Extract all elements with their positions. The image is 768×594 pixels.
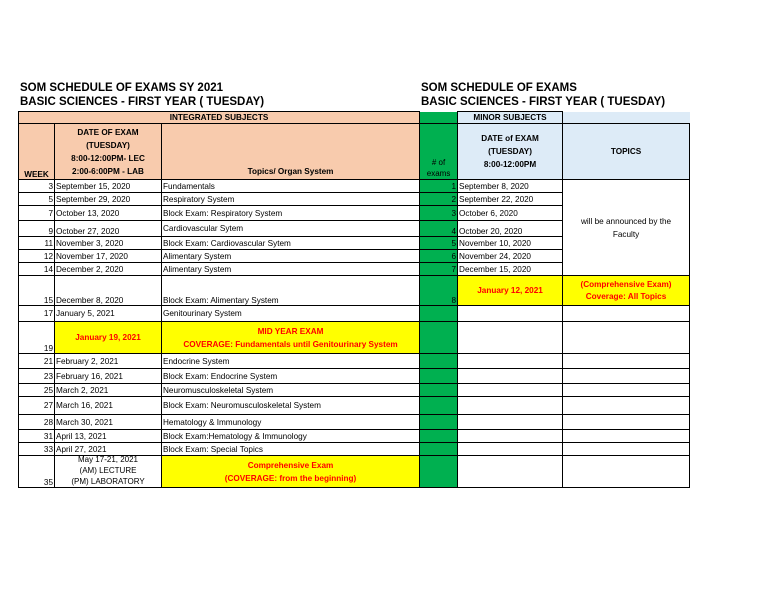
num-exams-header: # of exams	[420, 124, 458, 180]
left-title-line-1: SOM SCHEDULE OF EXAMS SY 2021	[20, 82, 224, 94]
table-row: 25 March 2, 2021 Neuromusculoskeletal System	[19, 384, 690, 397]
minor-comprehensive-topic: (Comprehensive Exam) Coverage: All Topics	[563, 276, 690, 306]
table-row: 15 December 8, 2020 Block Exam: Alimentary System 8 January 12, 2021 (Comprehensive Exam) Coverage: All Topics	[19, 276, 690, 306]
mid-year-date: January 19, 2021	[55, 322, 162, 354]
right-title-line-1: SOM SCHEDULE OF EXAMS	[421, 82, 577, 94]
left-title	[20, 81, 264, 109]
table-row: 33 April 27, 2021 Block Exam: Special Topics	[19, 443, 690, 456]
table-row: 23 February 16, 2021 Block Exam: Endocrine System	[19, 369, 690, 384]
week-header: WEEK	[19, 124, 55, 180]
minor-date-header: DATE of EXAM (TUESDAY) 8:00-12:00PM	[458, 124, 563, 180]
schedule-table	[18, 111, 690, 488]
table-row: 27 March 16, 2021 Block Exam: Neuromusculoskeletal System	[19, 397, 690, 415]
table-row: 14 December 2, 2020 Alimentary System 7 December 15, 2020	[19, 263, 690, 276]
table-row: 35 May 17-21, 2021 (AM) LECTURE (PM) LABORATORY Comprehensive Exam (COVERAGE: from the beginning)	[19, 456, 690, 488]
table-row: 9 October 27, 2020 Cardiovascular Sytem 4 October 20, 2020	[19, 221, 690, 237]
table-row: 3 September 15, 2020 Fundamentals 1 September 8, 2020 will be announced by the Faculty	[19, 180, 690, 193]
faculty-note: will be announced by the Faculty	[563, 180, 690, 276]
topics-organ-header: Topics/ Organ System	[162, 124, 420, 180]
table-row: 28 March 30, 2021 Hematology & Immunology	[19, 415, 690, 430]
table-row: 7 October 13, 2020 Block Exam: Respiratory System 3 October 6, 2020	[19, 206, 690, 221]
minor-comprehensive-date: January 12, 2021	[458, 276, 563, 306]
table-row: 31 April 13, 2021 Block Exam:Hematology & Immunology	[19, 430, 690, 443]
table-row: 11 November 3, 2020 Block Exam: Cardiovascular Sytem 5 November 10, 2020	[19, 237, 690, 250]
comprehensive-date: May 17-21, 2021 (AM) LECTURE (PM) LABORATORY	[55, 456, 162, 488]
right-title	[421, 81, 665, 109]
minor-subjects-header: MINOR SUBJECTS	[458, 112, 563, 124]
topics-header: TOPICS	[563, 124, 690, 180]
right-title-line-2: BASIC SCIENCES - FIRST YEAR ( TUESDAY)	[421, 96, 666, 108]
table-row: 12 November 17, 2020 Alimentary System 6 November 24, 2020	[19, 250, 690, 263]
table-row: 21 February 2, 2021 Endocrine System	[19, 354, 690, 369]
table-row: 17 January 5, 2021 Genitourinary System	[19, 306, 690, 322]
table-row: 5 September 29, 2020 Respiratory System 2 September 22, 2020	[19, 193, 690, 206]
table-row: 19 January 19, 2021 MID YEAR EXAM COVERAGE: Fundamentals until Genitourinary System	[19, 322, 690, 354]
integrated-subjects-header: INTEGRATED SUBJECTS	[19, 112, 420, 124]
date-of-exam-header: DATE OF EXAM (TUESDAY) 8:00-12:00PM- LEC 2:00-6:00PM - LAB	[55, 124, 162, 180]
mid-year-exam: MID YEAR EXAM COVERAGE: Fundamentals until Genitourinary System	[162, 322, 420, 354]
left-title-line-2: BASIC SCIENCES - FIRST YEAR ( TUESDAY)	[20, 96, 265, 108]
comprehensive-exam: Comprehensive Exam (COVERAGE: from the beginning)	[162, 456, 420, 488]
